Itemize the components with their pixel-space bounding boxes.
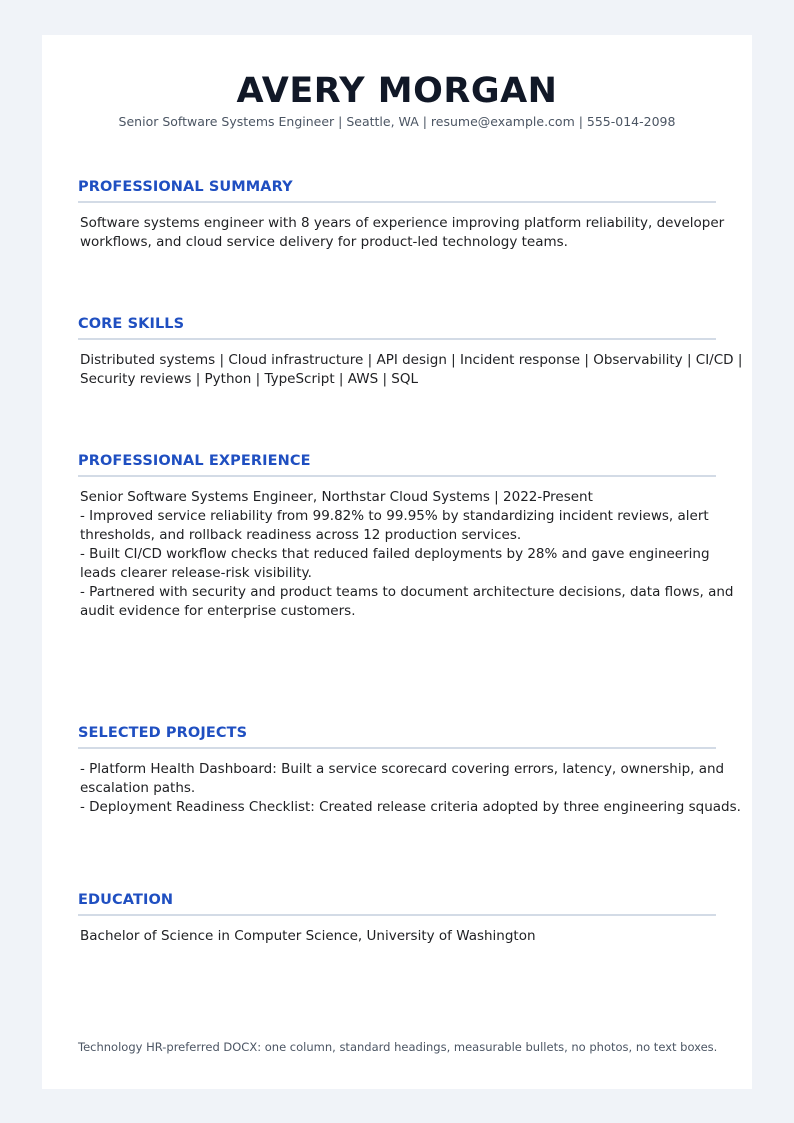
experience-bullet-line: - Partnered with security and product teams to document architecture decisions, data flows, and <box>80 584 734 600</box>
section-title-education: EDUCATION <box>78 891 716 916</box>
section-projects <box>78 724 741 817</box>
format-note: Technology HR-preferred DOCX: one column, standard headings, measurable bullets, no photos, no text boxes. <box>78 1040 718 1054</box>
summary-line: Software systems engineer with 8 years of experience improving platform reliability, developer <box>80 215 725 231</box>
education-body <box>78 927 716 946</box>
experience-body <box>78 488 734 621</box>
projects-body <box>78 760 741 817</box>
summary-body <box>78 214 725 252</box>
section-education <box>78 891 716 946</box>
experience-bullet-line: thresholds, and rollback readiness across 12 production services. <box>80 527 522 543</box>
skills-body <box>78 351 743 389</box>
skills-line: Distributed systems | Cloud infrastructure | API design | Incident response | Observability | CI/CD | <box>80 352 743 368</box>
section-skills <box>78 315 743 389</box>
project-line: escalation paths. <box>80 780 196 796</box>
section-title-projects: SELECTED PROJECTS <box>78 724 716 749</box>
candidate-name: AVERY MORGAN <box>236 71 558 111</box>
resume-page <box>42 35 752 1089</box>
experience-bullet-line: - Improved service reliability from 99.82% to 99.95% by standardizing incident reviews, alert <box>80 508 709 524</box>
section-title-skills: CORE SKILLS <box>78 315 716 340</box>
skills-line: Security reviews | Python | TypeScript | AWS | SQL <box>80 371 419 387</box>
experience-bullet-line: - Built CI/CD workflow checks that reduced failed deployments by 28% and gave engineering <box>80 546 710 562</box>
summary-line: workflows, and cloud service delivery for product-led technology teams. <box>80 234 568 250</box>
section-title-experience: PROFESSIONAL EXPERIENCE <box>78 452 716 477</box>
experience-role-line: Senior Software Systems Engineer, Northstar Cloud Systems | 2022-Present <box>80 489 593 505</box>
section-summary <box>78 178 725 252</box>
education-line: Bachelor of Science in Computer Science, University of Washington <box>80 928 536 944</box>
section-title-summary: PROFESSIONAL SUMMARY <box>78 178 716 203</box>
experience-bullet-line: leads clearer release-risk visibility. <box>80 565 312 581</box>
project-line: - Platform Health Dashboard: Built a service scorecard covering errors, latency, ownership, and <box>80 761 725 777</box>
experience-bullet-line: audit evidence for enterprise customers. <box>80 603 356 619</box>
project-line: - Deployment Readiness Checklist: Created release criteria adopted by three engineering squads. <box>80 799 741 815</box>
section-experience <box>78 452 734 621</box>
contact-line: Senior Software Systems Engineer | Seattle, WA | resume@example.com | 555-014-2098 <box>118 114 676 129</box>
